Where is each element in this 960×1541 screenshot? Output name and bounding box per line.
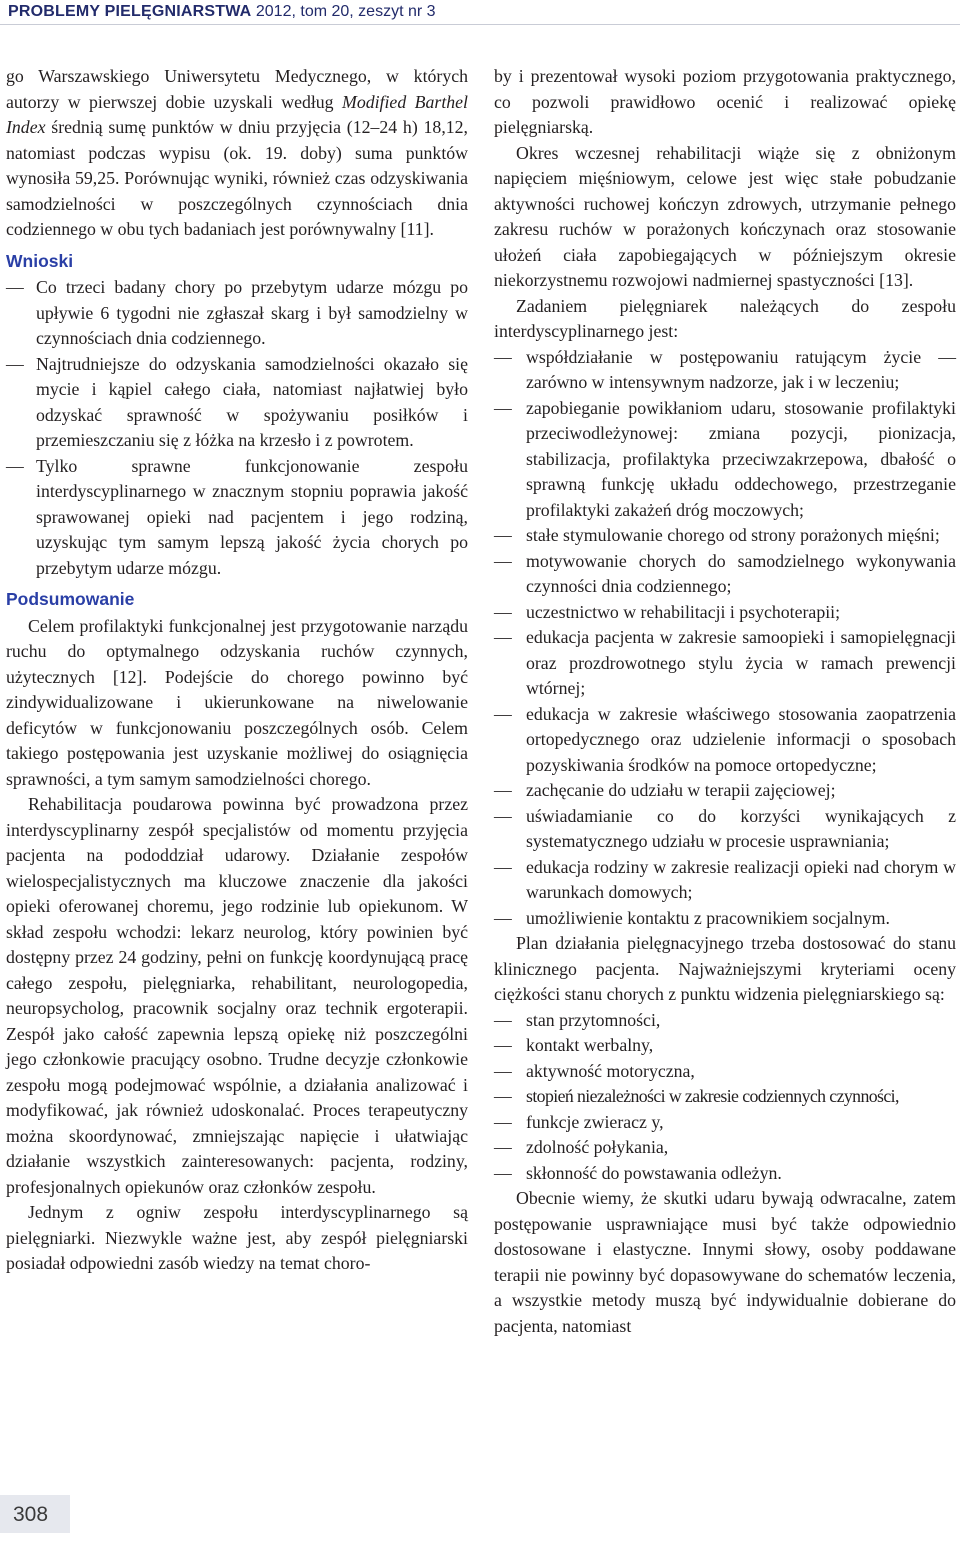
tasks-intro: Zadaniem pielęgniarek należących do zespołu interdyscyplinarnego jest: [494, 295, 956, 341]
task-item: — zachęcanie do udziału w terapii zajęciowej; [494, 780, 836, 800]
task-text: zapobieganie powikłaniom udaru, stosowanie profilaktyki przeciwodleżynowej: zmiana pozycji, pionizacja, stabilizacja, profilaktyka przeciwzakrzepowa, dbałość o sprawną funkcję układu oddechowego, przestrzeganie profilaktyki zakażeń dróg moczowych; [526, 397, 956, 520]
task-text: współdziałanie w postępowaniu ratującym życie — zarówno w intensywnym nadzorze, jak i w leczeniu; [526, 346, 956, 392]
criterion-item: — skłonność do powstawania odleżyn. [494, 1162, 782, 1183]
task-text: motywowanie chorych do samodzielnego wykonywania czynności dnia codziennego; [526, 550, 956, 596]
criterion-item: — kontakt werbalny, [494, 1035, 654, 1055]
page-number: 308 [13, 1503, 49, 1526]
task-text: stałe stymulowanie chorego od strony porażonych mięśni; [526, 525, 940, 545]
summary-heading: Podsumowanie [6, 589, 135, 609]
journal-title [8, 3, 436, 21]
right-column [494, 64, 956, 1339]
conclusion-item: — Tylko sprawne funkcjonowanie zespołu interdyscyplinarnego w znacznym stopniu poprawia jakość sprawowanej opieki nad pacjentem i jego rodziną, uzyskując tym samym lepszą jakość życia chorych po przebytym udarze mózgu. [6, 455, 468, 578]
task-text: edukacja rodziny w zakresie realizacji opieki nad chorym w warunkach domowych; [526, 856, 956, 902]
task-text: umożliwienie kontaktu z pracownikiem socjalnym. [526, 907, 890, 928]
criterion-text: aktywność motoryczna, [526, 1060, 695, 1081]
journal-issue: 2012, tom 20, zeszyt nr 3 [251, 3, 436, 20]
continuation-paragraph: by i prezentował wysoki poziom przygotowania praktycznego, co pozwoli prawidłowo ocenić i realizować opiekę pielęgniarską. [494, 66, 956, 137]
early-rehab-paragraph: Okres wczesnej rehabilitacji wiąże się z obniżonym napięciem mięśniowym, celowe jest więc stałe pobudzanie aktywności ruchowej kończyn zdrowych, utrzymanie pełnego zakresu ruchów w porażonych kończynach oraz stosowanie ułożeń ciała zapobiegających w późniejszym okresie niekorzystnemu rozwojowi nadmiernej spastyczności [13]. [494, 142, 956, 290]
task-item: — zapobieganie powikłaniom udaru, stosowanie profilaktyki przeciwodleżynowej: zmiana pozycji, pionizacja, stabilizacja, profilaktyka przeciwzakrzepowa, dbałość o sprawną funkcję układu oddechowego, przestrzeganie profilaktyki zakażeń dróg moczowych; [494, 397, 956, 520]
task-item: — motywowanie chorych do samodzielnego wykonywania czynności dnia codziennego; [494, 550, 956, 596]
task-item: — umożliwienie kontaktu z pracownikiem socjalnym. [494, 907, 890, 928]
task-item: — edukacja w zakresie właściwego stosowania zaopatrzenia ortopedycznego oraz udzielenie informacji o sposobach pozyskiwania środków na pomoce ortopedyczne; [494, 703, 956, 775]
task-item: — edukacja rodziny w zakresie realizacji opieki nad chorym w warunkach domowych; [494, 856, 956, 902]
task-item: — uświadamianie co do korzyści wynikających z systematycznego udziału w procesie usprawniania; [494, 805, 956, 851]
task-text: uczestnictwo w rehabilitacji i psychoterapii; [526, 601, 841, 622]
criterion-item: — stan przytomności, [494, 1009, 661, 1030]
conclusion-text: Tylko sprawne funkcjonowanie zespołu interdyscyplinarnego w znacznym stopniu poprawia jakość sprawowanej opieki nad pacjentem i jego rodziną, uzyskując tym samym lepszą jakość życia chorych po przebytym udarze mózgu. [36, 455, 468, 578]
intro-text-2: średnią sumę punktów w dniu przyjęcia (12–24 h) 18,12, natomiast podczas wypisu (ok. 19. doby) suma punktów wynosiła 59,25. Porównując wyniki, również czas odzyskiwania samodzielności w poszczególnych czynnościach dnia codziennego w obu tych badaniach jest porównywalny [11]. [6, 117, 468, 239]
left-column [6, 64, 468, 1277]
task-item: — uczestnictwo w rehabilitacji i psychoterapii; [494, 601, 841, 622]
criterion-text: skłonność do powstawania odleżyn. [526, 1162, 782, 1183]
criterion-text: stopień niezależności w zakresie codziennych czynności, [526, 1086, 899, 1106]
closing-paragraph: Obecnie wiemy, że skutki udaru bywają odwracalne, zatem postępowanie usprawniające musi być także odpowiednio dostosowane i elastyczne. Innymi słowy, osoby poddawane terapii nie powinny być dopasowywane do schematów leczenia, a wszystkie metody muszą być indywidualnie dobierane do pacjenta, natomiast [494, 1188, 956, 1336]
plan-paragraph: Plan działania pielęgnacyjnego trzeba dostosować do stanu klinicznego pacjenta. Najważniejszymi kryteriami oceny ciężkości stanu chorych z punktu widzenia pielęgniarskiego są: [494, 933, 956, 1004]
criterion-item: — zdolność połykania, [494, 1137, 669, 1157]
task-item: — współdziałanie w postępowaniu ratującym życie — zarówno w intensywnym nadzorze, jak i w leczeniu; [494, 346, 956, 392]
intro-paragraph [6, 64, 468, 243]
task-item: — edukacja pacjenta w zakresie samoopieki i samopielęgnacji oraz prozdrowotnego stylu życia w ramach prewencji wtórnej; [494, 627, 956, 698]
summary-paragraph: Celem profilaktyki funkcjonalnej jest przygotowanie narządu ruchu do optymalnego odzyskania ruchów czynnych, użytecznych [12]. Podejście do chorego powinno być zindywidualizowane i ukierunkowane na niwelowanie deficytów w funkcjonowaniu poszczególnych osób. Celem takiego postępowania jest uzyskanie możliwej do osiągnięcia sprawności, a tym samym samodzielności chorego. [6, 615, 468, 789]
task-text: edukacja pacjenta w zakresie samoopieki i samopielęgnacji oraz prozdrowotnego stylu życia w ramach prewencji wtórnej; [526, 627, 956, 698]
conclusion-text: Najtrudniejsze do odzyskania samodzielności okazało się mycie i kąpiel całego ciała, natomiast najłatwiej było odzyskać sprawność w spożywaniu posiłków i przemieszczaniu się z łóżka na krzesło i z powrotem. [36, 353, 468, 450]
task-text: zachęcanie do udziału w terapii zajęciowej; [526, 780, 836, 800]
journal-name: PROBLEMY PIELĘGNIARSTWA [8, 3, 252, 20]
conclusion-item: — Co trzeci badany chory po przebytym udarze mózgu po upływie 6 tygodni nie zgłaszał skarg i był samodzielny w czynnościach dnia codziennego. [6, 277, 468, 348]
criterion-text: stan przytomności, [526, 1009, 661, 1030]
criterion-text: zdolność połykania, [526, 1137, 669, 1157]
conclusion-item: — Najtrudniejsze do odzyskania samodzielności okazało się mycie i kąpiel całego ciała, natomiast najłatwiej było odzyskać sprawność w spożywaniu posiłków i przemieszczaniu się z łóżka na krzesło i z powrotem. [6, 353, 468, 450]
criterion-item: — funkcje zwieracz y, [494, 1111, 664, 1132]
task-text: edukacja w zakresie właściwego stosowania zaopatrzenia ortopedycznego oraz udzielenie informacji o sposobach pozyskiwania środków na pomoce ortopedyczne; [526, 703, 956, 775]
criterion-item: — stopień niezależności w zakresie codziennych czynności, [494, 1086, 899, 1106]
intro-text-italic: Modified Barthel Index [6, 91, 468, 137]
conclusions-heading: Wnioski [6, 250, 74, 271]
criterion-text: kontakt werbalny, [526, 1035, 654, 1055]
running-header [0, 0, 960, 25]
criterion-text: funkcje zwieracz y, [526, 1111, 664, 1132]
summary-paragraph: Rehabilitacja poudarowa powinna być prowadzona przez interdyscyplinarny zespół specjalistów od momentu przyjęcia pacjenta na pododdział udarowy. Działanie zespołów wielospecjalistycznych ma kluczowe znaczenie dla jakości opieki oferowanej choremu, jego rodzinie lub opiekunom. W skład zespołu wchodzi: lekarz neurolog, który powinien być dostępny przez 24 godziny, pełni on funkcję koordynującą pracę całego zespołu, pielęgniarka, rehabilitant, neurologopedia, neuropsycholog, pracownik socjalny oraz technik ergoterapii. Zespół jako całość zapewnia lepszą opiekę niż poszczególni jego członkowie pracujący osobno. Trudne decyzje członkowie zespołu mogą podejmować wspólnie, a działania analizować i modyfikować, jak również udoskonalać. Proces terapeutyczny można skoordynować, zmniejszając napięcie i ułatwiając działanie wszystkich zainteresowanych: pacjenta, rodziny, profesjonalnych opiekunów oraz członków zespołu. [6, 794, 468, 1197]
summary-paragraph: Jednym z ogniw zespołu interdyscyplinarnego są pielęgniarki. Niezwykle ważne jest, aby zespół pielęgniarski posiadał odpowiedni zasób wiedzy na temat choro- [6, 1202, 468, 1273]
task-text: uświadamianie co do korzyści wynikających z systematycznego udziału w procesie usprawniania; [526, 805, 956, 851]
intro-text-1: go Warszawskiego Uniwersytetu Medycznego, w których autorzy w pierwszej dobie uzyskali według [6, 66, 468, 112]
conclusion-text: Co trzeci badany chory po przebytym udarze mózgu po upływie 6 tygodni nie zgłaszał skarg i był samodzielny w czynnościach dnia codziennego. [36, 277, 468, 348]
task-item: — stałe stymulowanie chorego od strony porażonych mięśni; [494, 525, 940, 545]
criterion-item: — aktywność motoryczna, [494, 1060, 695, 1081]
